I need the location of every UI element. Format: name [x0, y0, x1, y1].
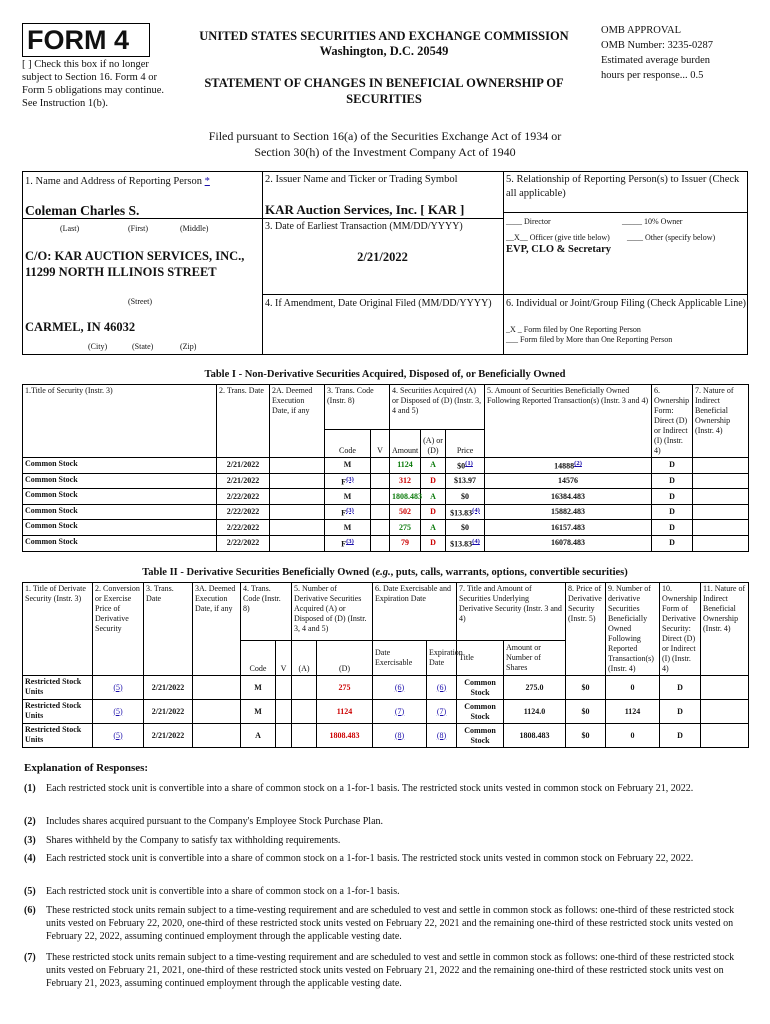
footnote-link[interactable]: (7) — [436, 706, 447, 716]
footnote-link[interactable]: (4) — [472, 506, 480, 514]
t2-shares-cell: 275.0 — [504, 676, 566, 700]
t1-owned-cell — [485, 504, 652, 520]
t1-date-cell: 2/21/2022 — [217, 473, 270, 489]
divider — [503, 171, 504, 355]
t2-owned-cell: 1124 — [606, 700, 660, 724]
t2-title-cell: Restricted Stock Units — [23, 676, 93, 700]
t2-v-cell — [276, 700, 292, 724]
note-number: (3) — [24, 835, 36, 846]
t1-nature-cell — [693, 473, 749, 489]
t2-a-cell — [292, 676, 317, 700]
note-number: (6) — [24, 905, 36, 916]
t1-h-deemed: 2A. Deemed Execution Date, if any — [270, 385, 325, 458]
footnote-link[interactable]: (8) — [394, 730, 405, 740]
footnote-link[interactable]: (5) — [113, 706, 123, 716]
table2-row — [23, 724, 749, 748]
t2-nature-cell — [701, 724, 749, 748]
table1 — [22, 384, 749, 552]
t1-deemed-cell — [270, 473, 325, 489]
last-label: (Last) — [60, 224, 80, 233]
t2-title-cell: Restricted Stock Units — [23, 724, 93, 748]
t1-amount-cell: 275 — [390, 520, 421, 536]
t2-h-exercisable: 6. Date Exercisable and Expiration Date — [373, 583, 457, 641]
table1-title: Table I - Non-Derivative Securities Acquired, Disposed of, or Beneficially Owned — [204, 369, 566, 380]
t2-sub-shares: Amount or Number of Shares — [504, 640, 566, 675]
t1-owned-value: 16078.483 — [551, 538, 586, 548]
t1-owned-value: 16157.483 — [551, 522, 586, 532]
t1-h-owned: 5. Amount of Securities Beneficially Owned Following Reported Transaction(s) (Instr. 3 and 4) — [485, 385, 652, 458]
table1-row — [23, 473, 749, 489]
issuer-label: 2. Issuer Name and Ticker or Trading Symbol — [265, 174, 458, 185]
t1-h-title: 1.Title of Security (Instr. 3) — [23, 385, 217, 458]
t1-v-cell — [371, 489, 390, 505]
street-label: (Street) — [128, 297, 152, 306]
t2-sub-a: (A) — [292, 640, 317, 675]
t1-h-form: 6. Ownership Form: Direct (D) or Indirect (I) (Instr. 4) — [652, 385, 693, 458]
t1-code-value: M — [343, 460, 352, 470]
footnote-link[interactable]: (2) — [574, 460, 582, 467]
reporting-person-name: Coleman Charles S. — [25, 203, 140, 218]
t1-deemed-cell — [270, 458, 325, 474]
t1-form-cell: D — [652, 535, 693, 551]
t1-v-cell — [371, 504, 390, 520]
t1-code-cell — [325, 504, 371, 520]
table1-row — [23, 489, 749, 505]
t1-ad-cell: D — [421, 535, 446, 551]
t2-sub-title: Title — [457, 640, 504, 675]
t1-code-cell — [325, 535, 371, 551]
t1-code-cell — [325, 473, 371, 489]
t2-d-cell: 1808.483 — [317, 724, 373, 748]
t2-a-cell — [292, 700, 317, 724]
t1-nature-cell — [693, 458, 749, 474]
explanation-note — [24, 951, 746, 990]
explanation-note — [24, 815, 746, 828]
t1-date-cell: 2/22/2022 — [217, 504, 270, 520]
note-number: (5) — [24, 886, 36, 897]
t2-price-cell: $0 — [566, 700, 606, 724]
t1-sub-amount: Amount — [390, 429, 421, 457]
t1-v-cell — [371, 520, 390, 536]
t1-ad-cell: A — [421, 520, 446, 536]
explanation-note — [24, 852, 746, 865]
statement-title: STATEMENT OF CHANGES IN BENEFICIAL OWNERSHIP OF SECURITIES — [204, 76, 564, 106]
t1-price-value: $0 — [461, 522, 470, 532]
t2-exer-cell — [373, 724, 427, 748]
t2-price-cell: $0 — [566, 724, 606, 748]
t2-h-date: 3. Trans. Date — [144, 583, 193, 676]
t2-v-cell — [276, 676, 292, 700]
explanation-note — [24, 904, 746, 943]
t1-owned-cell — [485, 473, 652, 489]
t1-code-value: M — [343, 491, 352, 501]
earliest-date-label: 3. Date of Earliest Transaction (MM/DD/YYYY) — [265, 221, 463, 232]
footnote-link[interactable]: (3) — [346, 475, 354, 483]
earliest-date-value: 2/21/2022 — [357, 250, 408, 264]
t1-form-cell: D — [652, 458, 693, 474]
explanation-note — [24, 885, 746, 898]
t1-nature-cell — [693, 535, 749, 551]
t1-price-value: $13.83 — [450, 539, 473, 549]
t1-deemed-cell — [270, 504, 325, 520]
t2-h-title: 1. Title of Derivate Security (Instr. 3) — [23, 583, 93, 676]
t1-sub-price: Price — [446, 429, 485, 457]
filed-pursuant: Filed pursuant to Section 16(a) of the Securities Exchange Act of 1934 or Section 30(h) of the Investment Company Act of 1940 — [208, 129, 562, 159]
form-title: FORM 4 — [22, 23, 150, 57]
footnote-link[interactable]: (8) — [436, 730, 447, 740]
t2-h-conversion: 2. Conversion or Exercise Price of Derivative Security — [93, 583, 144, 676]
explanation-note — [24, 782, 746, 795]
t2-conv-cell — [93, 724, 144, 748]
note-text: These restricted stock units remain subject to a time-vesting requirement and are scheduled to vest and settle in common stock as follows: one-third of these restricted stock units vested on February 22, 2020, one-third of these restricted stock units vested on February 22, 2021 and the remaining one-third of these restricted stock units vested on February 22, 2022, assuming continued employment through the applicable vesting date. — [46, 905, 735, 942]
t1-price-value: $0 — [457, 461, 466, 471]
director-option[interactable]: ____ Director — [506, 217, 551, 226]
t2-d-cell: 1124 — [317, 700, 373, 724]
table1-row — [23, 535, 749, 551]
t1-ad-cell: D — [421, 473, 446, 489]
t1-title-cell: Common Stock — [23, 535, 217, 551]
t1-date-cell: 2/22/2022 — [217, 520, 270, 536]
t1-nature-cell — [693, 520, 749, 536]
t2-exp-cell — [427, 676, 457, 700]
t1-v-cell — [371, 473, 390, 489]
city-label: (City) — [88, 342, 108, 351]
t2-exer-cell — [373, 700, 427, 724]
table1-row — [23, 458, 749, 474]
t1-owned-value: 16384.483 — [551, 491, 586, 501]
t1-sub-ad: (A) or (D) — [421, 429, 446, 457]
t1-h-nature: 7. Nature of Indirect Beneficial Ownership (Instr. 4) — [693, 385, 749, 458]
t1-deemed-cell — [270, 520, 325, 536]
divider — [262, 218, 503, 219]
t2-h-underlying: 7. Title and Amount of Securities Underlying Derivative Security (Instr. 3 and 4) — [457, 583, 566, 641]
t1-price-cell — [446, 473, 485, 489]
t2-v-cell — [276, 724, 292, 748]
other-option[interactable]: ____ Other (specify below) — [627, 233, 716, 242]
t2-sub-v: V — [276, 640, 292, 675]
t1-ad-cell: A — [421, 489, 446, 505]
t1-v-cell — [371, 458, 390, 474]
t1-form-cell: D — [652, 520, 693, 536]
t1-code-value: M — [343, 522, 352, 532]
explanation-title: Explanation of Responses: — [24, 762, 149, 774]
t1-code-cell — [325, 489, 371, 505]
t1-price-value: $13.97 — [454, 475, 477, 485]
t1-sub-code: Code — [325, 429, 371, 457]
zip-label: (Zip) — [180, 342, 197, 351]
t2-price-cell: $0 — [566, 676, 606, 700]
t1-owned-value: 14576 — [558, 475, 579, 485]
t1-h-acquired: 4. Securities Acquired (A) or Disposed of (D) (Instr. 3, 4 and 5) — [390, 385, 485, 430]
t1-title-cell: Common Stock — [23, 520, 217, 536]
t1-form-cell: D — [652, 473, 693, 489]
t1-amount-cell: 502 — [390, 504, 421, 520]
t2-h-nature: 11. Nature of Indirect Beneficial Ownership (Instr. 4) — [701, 583, 749, 676]
t1-code-value: F — [341, 508, 347, 518]
t2-shares-cell: 1124.0 — [504, 700, 566, 724]
t1-h-date: 2. Trans. Date — [217, 385, 270, 458]
t2-form-cell: D — [660, 724, 701, 748]
t1-title-cell: Common Stock — [23, 504, 217, 520]
table2-row — [23, 700, 749, 724]
footnote-link[interactable]: (3) — [346, 537, 354, 545]
t2-code-cell: M — [241, 700, 276, 724]
note-text: Includes shares acquired pursuant to the Company's Employee Stock Purchase Plan. — [46, 816, 384, 827]
footnote-link[interactable]: (6) — [394, 682, 405, 692]
footnote-link[interactable]: (5) — [113, 682, 123, 692]
state-label: (State) — [132, 342, 154, 351]
name-address-label: 1. Name and Address of Reporting Person * — [25, 176, 210, 187]
t2-h-deemed: 3A. Deemed Execution Date, if any — [193, 583, 241, 676]
t1-price-cell — [446, 535, 485, 551]
t2-date-cell: 2/21/2022 — [144, 700, 193, 724]
t1-title-cell: Common Stock — [23, 458, 217, 474]
t2-title-cell: Restricted Stock Units — [23, 700, 93, 724]
table2-row — [23, 676, 749, 700]
t1-sub-v: V — [371, 429, 390, 457]
officer-title: EVP, CLO & Secretary — [506, 244, 611, 255]
t2-sub-d: (D) — [317, 640, 373, 675]
city-state-zip: CARMEL, IN 46032 — [25, 320, 136, 334]
footnote-link[interactable]: (7) — [394, 706, 405, 716]
t2-owned-cell: 0 — [606, 724, 660, 748]
footnote-link[interactable]: * — [204, 176, 210, 187]
t2-utitle-cell: Common Stock — [457, 724, 504, 748]
footnote-link[interactable]: (3) — [346, 506, 354, 514]
t1-amount-cell: 1124 — [390, 458, 421, 474]
t1-ad-cell: D — [421, 504, 446, 520]
footnote-link[interactable]: (4) — [472, 537, 480, 545]
t2-form-cell: D — [660, 700, 701, 724]
reporting-address: C/O: KAR AUCTION SERVICES, INC., 11299 NORTH ILLINOIS STREET — [25, 249, 245, 279]
t2-nature-cell — [701, 676, 749, 700]
t1-code-value: F — [341, 539, 347, 549]
t2-sub-exercisable: Date Exercisable — [373, 640, 427, 675]
t1-amount-cell: 1808.483 — [390, 489, 421, 505]
t2-sub-expiration: Expiration Date — [427, 640, 457, 675]
t1-code-value: F — [341, 477, 347, 487]
table2-title: Table II - Derivative Securities Beneficially Owned (e.g., puts, calls, warrants, options, convertible securities) — [142, 567, 628, 578]
footnote-link[interactable]: (6) — [436, 682, 447, 692]
sec-title: UNITED STATES SECURITIES AND EXCHANGE COMMISSION Washington, D.C. 20549 — [199, 29, 569, 58]
t2-deemed-cell — [193, 676, 241, 700]
t1-h-code: 3. Trans. Code (Instr. 8) — [325, 385, 390, 430]
t1-price-cell — [446, 520, 485, 536]
t1-form-cell: D — [652, 489, 693, 505]
explanation-note — [24, 834, 746, 847]
t1-amount-cell: 312 — [390, 473, 421, 489]
t1-deemed-cell — [270, 535, 325, 551]
t1-price-cell — [446, 504, 485, 520]
t1-v-cell — [371, 535, 390, 551]
officer-option[interactable]: __X__ Officer (give title below) — [506, 233, 610, 242]
t2-conv-cell — [93, 676, 144, 700]
t1-code-cell — [325, 520, 371, 536]
t2-sub-code: Code — [241, 640, 276, 675]
more-person-option[interactable]: ___ Form filed by More than One Reporting Person — [506, 335, 673, 344]
t1-title-cell: Common Stock — [23, 489, 217, 505]
t1-owned-cell — [485, 535, 652, 551]
amendment-label: 4. If Amendment, Date Original Filed (MM/DD/YYYY) — [265, 298, 492, 309]
note-number: (1) — [24, 783, 36, 794]
t2-nature-cell — [701, 700, 749, 724]
t2-utitle-cell: Common Stock — [457, 700, 504, 724]
t1-title-cell: Common Stock — [23, 473, 217, 489]
t1-code-cell — [325, 458, 371, 474]
t2-owned-cell: 0 — [606, 676, 660, 700]
note-text: Each restricted stock unit is convertible into a share of common stock on a 1-for-1 basis. The restricted stock units vested in common stock on February 21, 2022. — [46, 783, 694, 794]
t2-date-cell: 2/21/2022 — [144, 724, 193, 748]
t1-ad-cell: A — [421, 458, 446, 474]
relationship-label: 5. Relationship of Reporting Person(s) to Issuer (Check all applicable) — [506, 174, 740, 199]
t2-deemed-cell — [193, 700, 241, 724]
t1-amount-cell: 79 — [390, 535, 421, 551]
note-number: (2) — [24, 816, 36, 827]
t2-code-cell: M — [241, 676, 276, 700]
t2-exer-cell — [373, 676, 427, 700]
t2-exp-cell — [427, 700, 457, 724]
issuer-name: KAR Auction Services, Inc. [ KAR ] — [265, 202, 465, 217]
t2-h-form: 10. Ownership Form of Derivative Security: Direct (D) or Indirect (I) (Instr. 4) — [660, 583, 701, 676]
t2-conv-cell — [93, 700, 144, 724]
t2-h-number: 5. Number of Derivative Securities Acquired (A) or Disposed of (D) (Instr. 3, 4 and 5) — [292, 583, 373, 641]
t1-owned-cell — [485, 458, 652, 474]
t2-h-owned: 9. Number of derivative Securities Beneficially Owned Following Reported Transaction(s) (Instr. 4) — [606, 583, 660, 676]
divider — [503, 212, 748, 213]
t1-owned-cell — [485, 489, 652, 505]
t1-form-cell: D — [652, 504, 693, 520]
note-number: (4) — [24, 853, 36, 864]
footnote-link[interactable]: (5) — [113, 730, 123, 740]
t1-price-cell — [446, 489, 485, 505]
t1-owned-value: 15882.483 — [551, 507, 586, 517]
note-text: These restricted stock units remain subject to a time-vesting requirement and are scheduled to vest and settle in common stock as follows: one-third of these restricted stock units vested on February 21, 2021, one-third of these restricted stock units vested on February 21, 2022 and the remaining one-third of these restricted stock units vest on February 21, 2023, assuming continued employment through the applicable vesting date. — [46, 952, 735, 989]
t2-d-cell: 275 — [317, 676, 373, 700]
section16-checkbox-note[interactable]: [ ] Check this box if no longer subject to Section 16. Form 4 or Form 5 obligations may continue. See Instruction 1(b). — [22, 59, 165, 109]
table1-row — [23, 504, 749, 520]
joint-filing-label: 6. Individual or Joint/Group Filing (Check Applicable Line) — [506, 298, 746, 309]
omb-approval: OMB APPROVAL OMB Number: 3235-0287 Estimated average burden hours per response... 0.5 — [601, 25, 713, 81]
t2-utitle-cell: Common Stock — [457, 676, 504, 700]
t2-h-price: 8. Price of Derivative Security (Instr. 5) — [566, 583, 606, 676]
t2-deemed-cell — [193, 724, 241, 748]
first-label: (First) — [128, 224, 148, 233]
t1-owned-value: 14888 — [554, 461, 575, 471]
t2-code-cell: A — [241, 724, 276, 748]
note-number: (7) — [24, 952, 36, 963]
t1-price-value: $13.83 — [450, 508, 473, 518]
note-text: Each restricted stock unit is convertible into a share of common stock on a 1-for-1 basis. — [46, 886, 400, 897]
middle-label: (Middle) — [180, 224, 209, 233]
table2 — [22, 582, 749, 748]
note-text: Each restricted stock unit is convertible into a share of common stock on a 1-for-1 basis. The restricted stock units vested in common stock on February 22, 2022. — [46, 853, 694, 864]
table1-row — [23, 520, 749, 536]
t1-nature-cell — [693, 489, 749, 505]
footnote-link[interactable]: (1) — [465, 460, 473, 467]
t1-date-cell: 2/21/2022 — [217, 458, 270, 474]
t1-price-value: $0 — [461, 491, 470, 501]
note-text: Shares withheld by the Company to satisfy tax withholding requirements. — [46, 835, 341, 846]
t2-date-cell: 2/21/2022 — [144, 676, 193, 700]
t2-a-cell — [292, 724, 317, 748]
t2-shares-cell: 1808.483 — [504, 724, 566, 748]
t2-h-code: 4. Trans. Code (Instr. 8) — [241, 583, 292, 641]
t2-form-cell: D — [660, 676, 701, 700]
t1-date-cell: 2/22/2022 — [217, 535, 270, 551]
t1-price-cell — [446, 458, 485, 474]
t2-exp-cell — [427, 724, 457, 748]
t1-deemed-cell — [270, 489, 325, 505]
divider — [262, 294, 748, 295]
one-person-option[interactable]: _X _ Form filed by One Reporting Person — [506, 325, 641, 334]
t1-nature-cell — [693, 504, 749, 520]
ten-percent-owner-option[interactable]: _____ 10% Owner — [622, 217, 683, 226]
t1-date-cell: 2/22/2022 — [217, 489, 270, 505]
t1-owned-cell — [485, 520, 652, 536]
